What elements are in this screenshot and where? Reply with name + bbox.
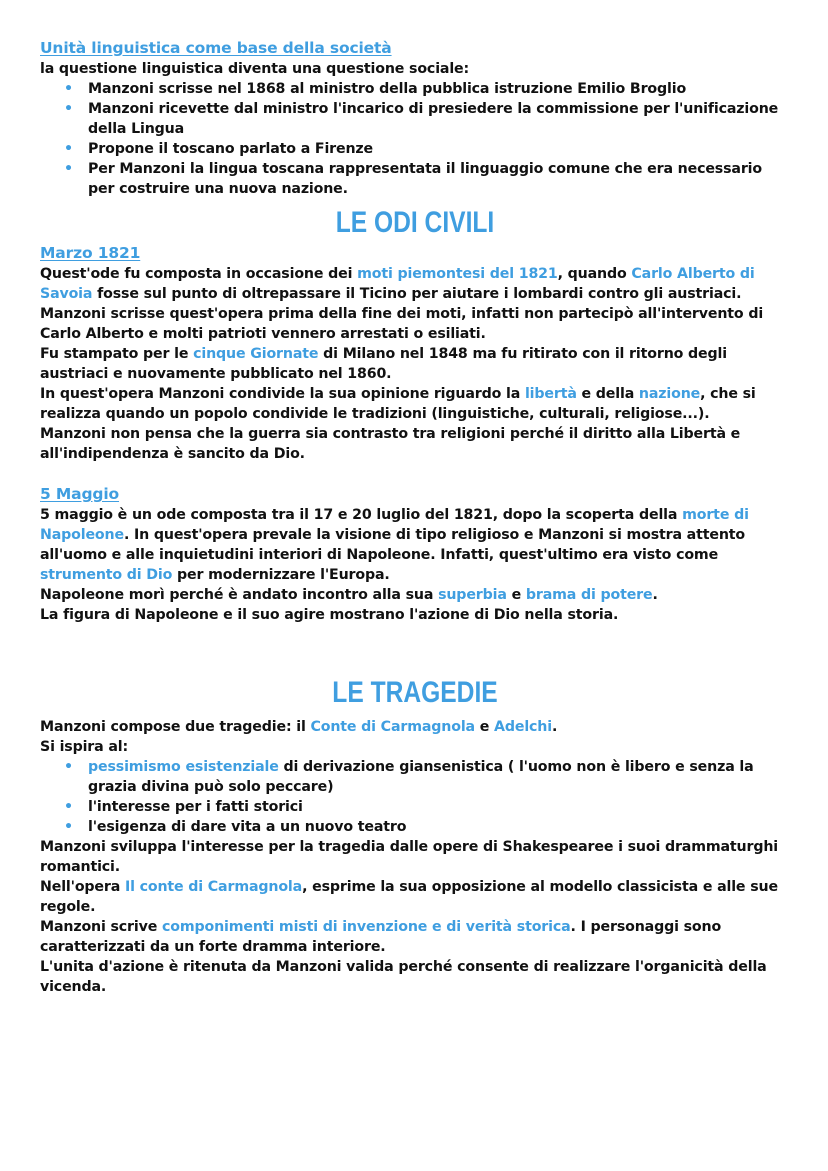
notes-page xyxy=(40,38,790,997)
highlight: Conte di Carmagnola xyxy=(310,719,475,735)
text: . I personaggi sono caratterizzati da un forte dramma interiore. xyxy=(40,919,722,955)
paragraph xyxy=(40,344,790,384)
paragraph: Manzoni sviluppa l'interesse per la tragedia dalle opere di Shakespearee i suoi drammaturghi romantici. xyxy=(40,839,779,875)
text: , che si realizza quando un popolo condivide le tradizioni (linguistiche, culturali, religiose...). xyxy=(40,386,756,422)
title-tragedie: LE TRAGEDIE xyxy=(332,676,498,709)
text: Fu stampato per le xyxy=(40,346,194,362)
highlight: cinque Giornate xyxy=(193,346,319,362)
text: . xyxy=(551,719,558,735)
highlight: Adelchi xyxy=(494,719,552,735)
text: . xyxy=(652,587,658,603)
text: . In quest'opera prevale la visione di tipo religioso e Manzoni si mostra attento all'uomo e alle inquietudini interiori di Napoleone. Infatti, quest'ultimo era visto come xyxy=(40,527,746,563)
text: Quest'ode fu composta in occasione dei xyxy=(40,266,358,282)
section-heading-unita: Unità linguistica come base della società xyxy=(40,39,392,57)
highlight: moti piemontesi del 1821 xyxy=(357,266,558,282)
highlight: morte di Napoleone xyxy=(40,507,749,543)
paragraph xyxy=(40,264,790,304)
list-item xyxy=(88,757,790,797)
list-item: • Manzoni ricevette dal ministro l'incarico di presiedere la commissione per l'unificazione della Lingua xyxy=(88,99,790,139)
highlight: Il conte di Carmagnola xyxy=(124,879,303,895)
text: per modernizzare l'Europa. xyxy=(172,567,390,583)
paragraph xyxy=(40,384,790,424)
text: , esprime la sua opposizione al modello classicista e alle sue regole. xyxy=(40,879,778,915)
paragraph xyxy=(40,917,790,957)
text: e xyxy=(474,719,495,735)
highlight: pessimismo esistenziale xyxy=(88,759,279,775)
text: e xyxy=(506,587,526,603)
paragraph: Manzoni non pensa che la guerra sia contrasto tra religioni perché il diritto alla Libertà e all'indipendenza è sancito da Dio. xyxy=(40,426,741,462)
paragraph: L'unita d'azione è ritenuta da Manzoni valida perché consente di realizzare l'organicità della vicenda. xyxy=(40,959,767,995)
highlight: strumento di Dio xyxy=(40,567,173,583)
text: Manzoni scrive xyxy=(40,919,162,935)
list-item: • l'interesse per i fatti storici xyxy=(88,797,790,817)
paragraph xyxy=(40,585,790,605)
text: Nell'opera xyxy=(40,879,125,895)
list-item: • Per Manzoni la lingua toscana rappresentata il linguaggio comune che era necessario per costruire una nuova nazione. xyxy=(88,159,790,199)
paragraph xyxy=(40,877,790,917)
text: e della xyxy=(576,386,639,402)
text: Napoleone morì perché è andato incontro alla sua xyxy=(40,587,439,603)
list-item: • l'esigenza di dare vita a un nuovo teatro xyxy=(88,817,790,837)
text: , quando xyxy=(557,266,632,282)
paragraph xyxy=(40,717,790,737)
section-heading-maggio: 5 Maggio xyxy=(40,485,120,503)
bullet-list xyxy=(40,79,790,199)
text: 5 maggio è un ode composta tra il 17 e 20 luglio del 1821, dopo la scoperta della xyxy=(40,507,683,523)
paragraph: La figura di Napoleone e il suo agire mostrano l'azione di Dio nella storia. xyxy=(40,607,619,623)
paragraph: la questione linguistica diventa una questione sociale: xyxy=(40,61,470,77)
bullet-list xyxy=(40,757,790,837)
text: In quest'opera Manzoni condivide la sua opinione riguardo la xyxy=(40,386,525,402)
text: di Milano nel 1848 ma fu ritirato con il ritorno degli austriaci e nuovamente pubblicato nel 1860. xyxy=(40,346,727,382)
title-odi-civili: LE ODI CIVILI xyxy=(335,206,495,239)
list-item: • Propone il toscano parlato a Firenze xyxy=(88,139,790,159)
paragraph: Manzoni scrisse quest'opera prima della fine dei moti, infatti non partecipò all'intervento di Carlo Alberto e molti patrioti vennero arrestati o esiliati. xyxy=(40,306,764,342)
highlight: componimenti misti di invenzione e di verità storica xyxy=(161,919,571,935)
highlight: Carlo Alberto di Savoia xyxy=(40,266,755,302)
highlight: nazione xyxy=(638,386,701,402)
text: fosse sul punto di oltrepassare il Ticino per aiutare i lombardi contro gli austriaci. xyxy=(92,286,742,302)
highlight: libertà xyxy=(524,386,577,402)
list-item: • Manzoni scrisse nel 1868 al ministro della pubblica istruzione Emilio Broglio xyxy=(88,79,790,99)
paragraph xyxy=(40,505,790,585)
text: Manzoni compose due tragedie: il xyxy=(40,719,311,735)
highlight: superbia xyxy=(438,587,507,603)
section-heading-marzo: Marzo 1821 xyxy=(40,244,141,262)
paragraph: Si ispira al: xyxy=(40,739,129,755)
highlight: brama di potere xyxy=(525,587,653,603)
text: di derivazione giansenistica ( l'uomo non è libero e senza la grazia divina può solo peccare) xyxy=(88,759,754,795)
